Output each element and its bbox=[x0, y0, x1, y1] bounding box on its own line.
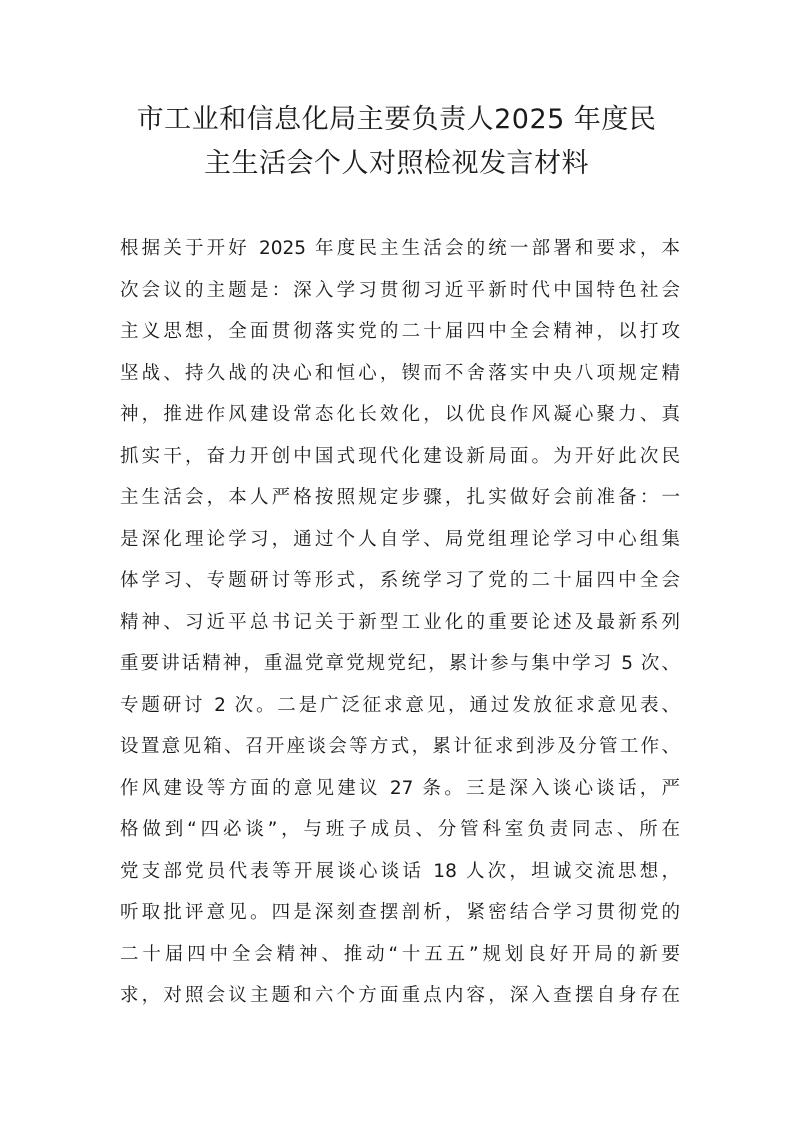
body-line: 主生活会，本人严格按照规定步骤，扎实做好会前准备：一 bbox=[120, 487, 680, 508]
body-line: 二十届四中全会精神、推动“十五五”规划良好开局的新要 bbox=[120, 943, 680, 965]
title-line: 市工业和信息化局主要负责人2025 年度民 bbox=[136, 104, 657, 135]
body-line: 格做到“四必谈”，与班子成员、分管科室负责同志、所在 bbox=[120, 819, 680, 840]
body-line: 坚战、持久战的决心和恒心，锲而不舍落实中央八项规定精 bbox=[120, 362, 680, 384]
body-line: 根据关于开好 2025 年度民主生活会的统一部署和要求，本 bbox=[120, 238, 680, 259]
body-line: 精神、习近平总书记关于新型工业化的重要论述及最新系列 bbox=[120, 611, 680, 633]
body-line: 求，对照会议主题和六个方面重点内容，深入查摆自身存在 bbox=[120, 985, 680, 1006]
title-line: 主生活会个人对照检视发言材料 bbox=[204, 148, 589, 179]
body-line: 作风建设等方面的意见建议 27 条。三是深入谈心谈话，严 bbox=[120, 777, 680, 799]
body-line: 设置意见箱、召开座谈会等方式，累计征求到涉及分管工作、 bbox=[120, 736, 680, 757]
body-line: 次会议的主题是：深入学习贯彻习近平新时代中国特色社会 bbox=[120, 279, 680, 301]
document-body bbox=[120, 228, 680, 1017]
body-line: 主义思想，全面贯彻落实党的二十届四中全会精神，以打攻 bbox=[120, 321, 680, 342]
body-line: 听取批评意见。四是深刻查摆剖析，紧密结合学习贯彻党的 bbox=[120, 902, 680, 923]
body-line: 体学习、专题研讨等形式，系统学习了党的二十届四中全会 bbox=[120, 570, 680, 591]
document-title bbox=[100, 98, 693, 186]
body-line: 专题研讨 2 次。二是广泛征求意见，通过发放征求意见表、 bbox=[120, 694, 680, 716]
body-line: 神，推进作风建设常态化长效化，以优良作风凝心聚力、真 bbox=[120, 404, 680, 425]
body-line: 是深化理论学习，通过个人自学、局党组理论学习中心组集 bbox=[120, 528, 680, 550]
body-line: 抓实干，奋力开创中国式现代化建设新局面。为开好此次民 bbox=[120, 445, 680, 467]
body-line: 重要讲话精神，重温党章党规党纪，累计参与集中学习 5 次、 bbox=[120, 653, 680, 674]
body-line: 党支部党员代表等开展谈心谈话 18 人次，坦诚交流思想， bbox=[120, 860, 680, 882]
